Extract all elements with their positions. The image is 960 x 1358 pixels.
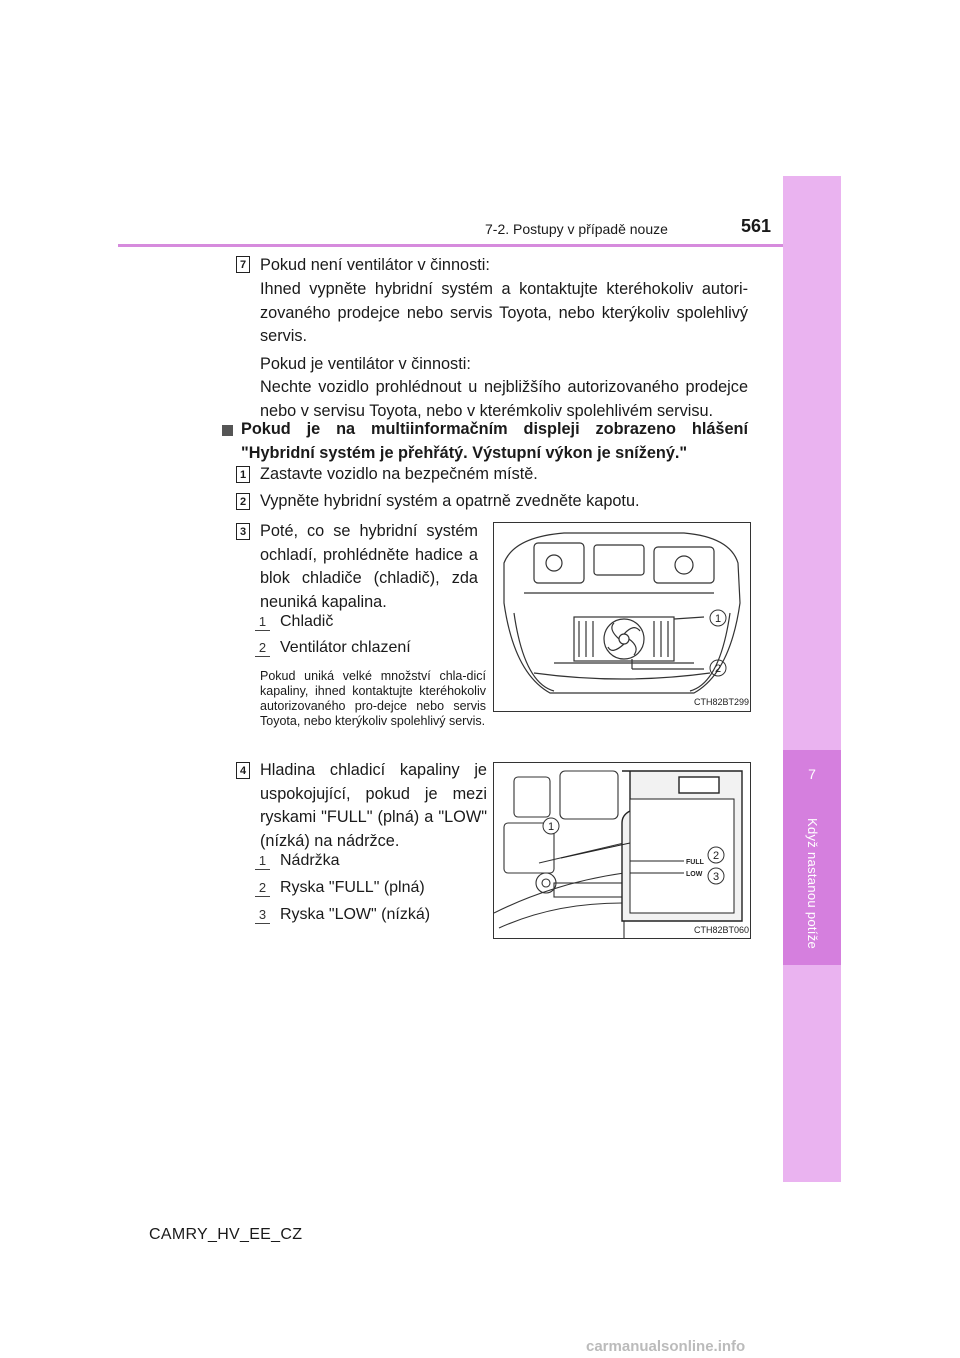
step1-text: Zastavte vozidlo na bezpečném místě.	[260, 465, 538, 483]
low-mark-label: LOW	[686, 871, 703, 878]
engine-bay-illustration	[494, 523, 750, 711]
page-number: 561	[741, 216, 772, 236]
callout-1: 1	[547, 821, 555, 833]
chapter-side-tab	[783, 176, 841, 1182]
coolant-reservoir-figure	[493, 762, 751, 939]
step-number-1: 1	[236, 466, 250, 483]
chapter-title: Když nastanou potíže	[805, 818, 820, 950]
step-number-3: 3	[236, 523, 250, 540]
figure-code: CTH82BT299	[694, 697, 750, 707]
legend-label-radiator: Chladič	[280, 613, 334, 630]
legend-number: 2	[255, 880, 270, 897]
step7-text-off: Ihned vypněte hybridní systém a kontaktujte kteréhokoliv autori-zovaného prodejce nebo servis Toyota, nebo kterýkoliv spolehlivý servis.	[260, 280, 748, 345]
legend-number: 1	[255, 614, 270, 631]
heading-bullet	[222, 425, 233, 436]
callout-2: 2	[714, 663, 722, 675]
step7-condition-off: Pokud není ventilátor v činnosti:	[260, 256, 490, 274]
legend-number: 1	[255, 853, 270, 870]
legend-number: 3	[255, 907, 270, 924]
step-number-4: 4	[236, 762, 250, 779]
coolant-reservoir-illustration	[494, 763, 750, 938]
step3-note: Pokud uniká velké množství chla-dicí kapaliny, ihned kontaktujte kteréhokoliv autorizovaného pro-dejce nebo servis Toyota, nebo kterýkoliv spolehlivý servis.	[260, 669, 486, 728]
full-mark-label: FULL	[686, 859, 704, 866]
legend-label-low-line: Ryska "LOW" (nízká)	[280, 906, 431, 923]
figure-code: CTH82BT060	[694, 925, 750, 935]
document-code: CAMRY_HV_EE_CZ	[149, 1226, 303, 1243]
callout-3: 3	[712, 871, 720, 883]
watermark: carmanualsonline.info	[586, 1338, 746, 1355]
callout-2: 2	[712, 850, 720, 862]
step4-text: Hladina chladicí kapaliny je uspokojující, pokud je mezi ryskami "FULL" (plná) a "LOW" (nízká) na nádržce.	[260, 761, 487, 850]
section-title: 7-2. Postupy v případě nouze	[485, 221, 668, 237]
callout-1: 1	[714, 613, 722, 625]
chapter-number: 7	[808, 766, 816, 782]
step-number-7: 7	[236, 256, 250, 273]
section-heading: Pokud je na multiinformačním displeji zobrazeno hlášení "Hybridní systém je přehřátý. Výstupní výkon je snížený."	[241, 420, 748, 462]
step-number-2: 2	[236, 493, 250, 510]
legend-label-cooling-fan: Ventilátor chlazení	[280, 639, 411, 656]
legend-label-reservoir: Nádržka	[280, 852, 340, 869]
legend-label-full-line: Ryska "FULL" (plná)	[280, 879, 425, 896]
step3-text: Poté, co se hybridní systém ochladí, prohlédněte hadice a blok chladiče (chladič), zda neuniká kapalina.	[260, 522, 478, 611]
header-rule	[118, 244, 783, 247]
legend-number: 2	[255, 640, 270, 657]
step7-text-on: Nechte vozidlo prohlédnout u nejbližšího autorizovaného prodejce nebo v servisu Toyota, nebo v kterémkoliv spolehlivém servisu.	[260, 378, 748, 420]
step2-text: Vypněte hybridní systém a opatrně zvedněte kapotu.	[260, 492, 640, 510]
engine-bay-figure	[493, 522, 751, 712]
step7-condition-on: Pokud je ventilátor v činnosti:	[260, 355, 471, 373]
